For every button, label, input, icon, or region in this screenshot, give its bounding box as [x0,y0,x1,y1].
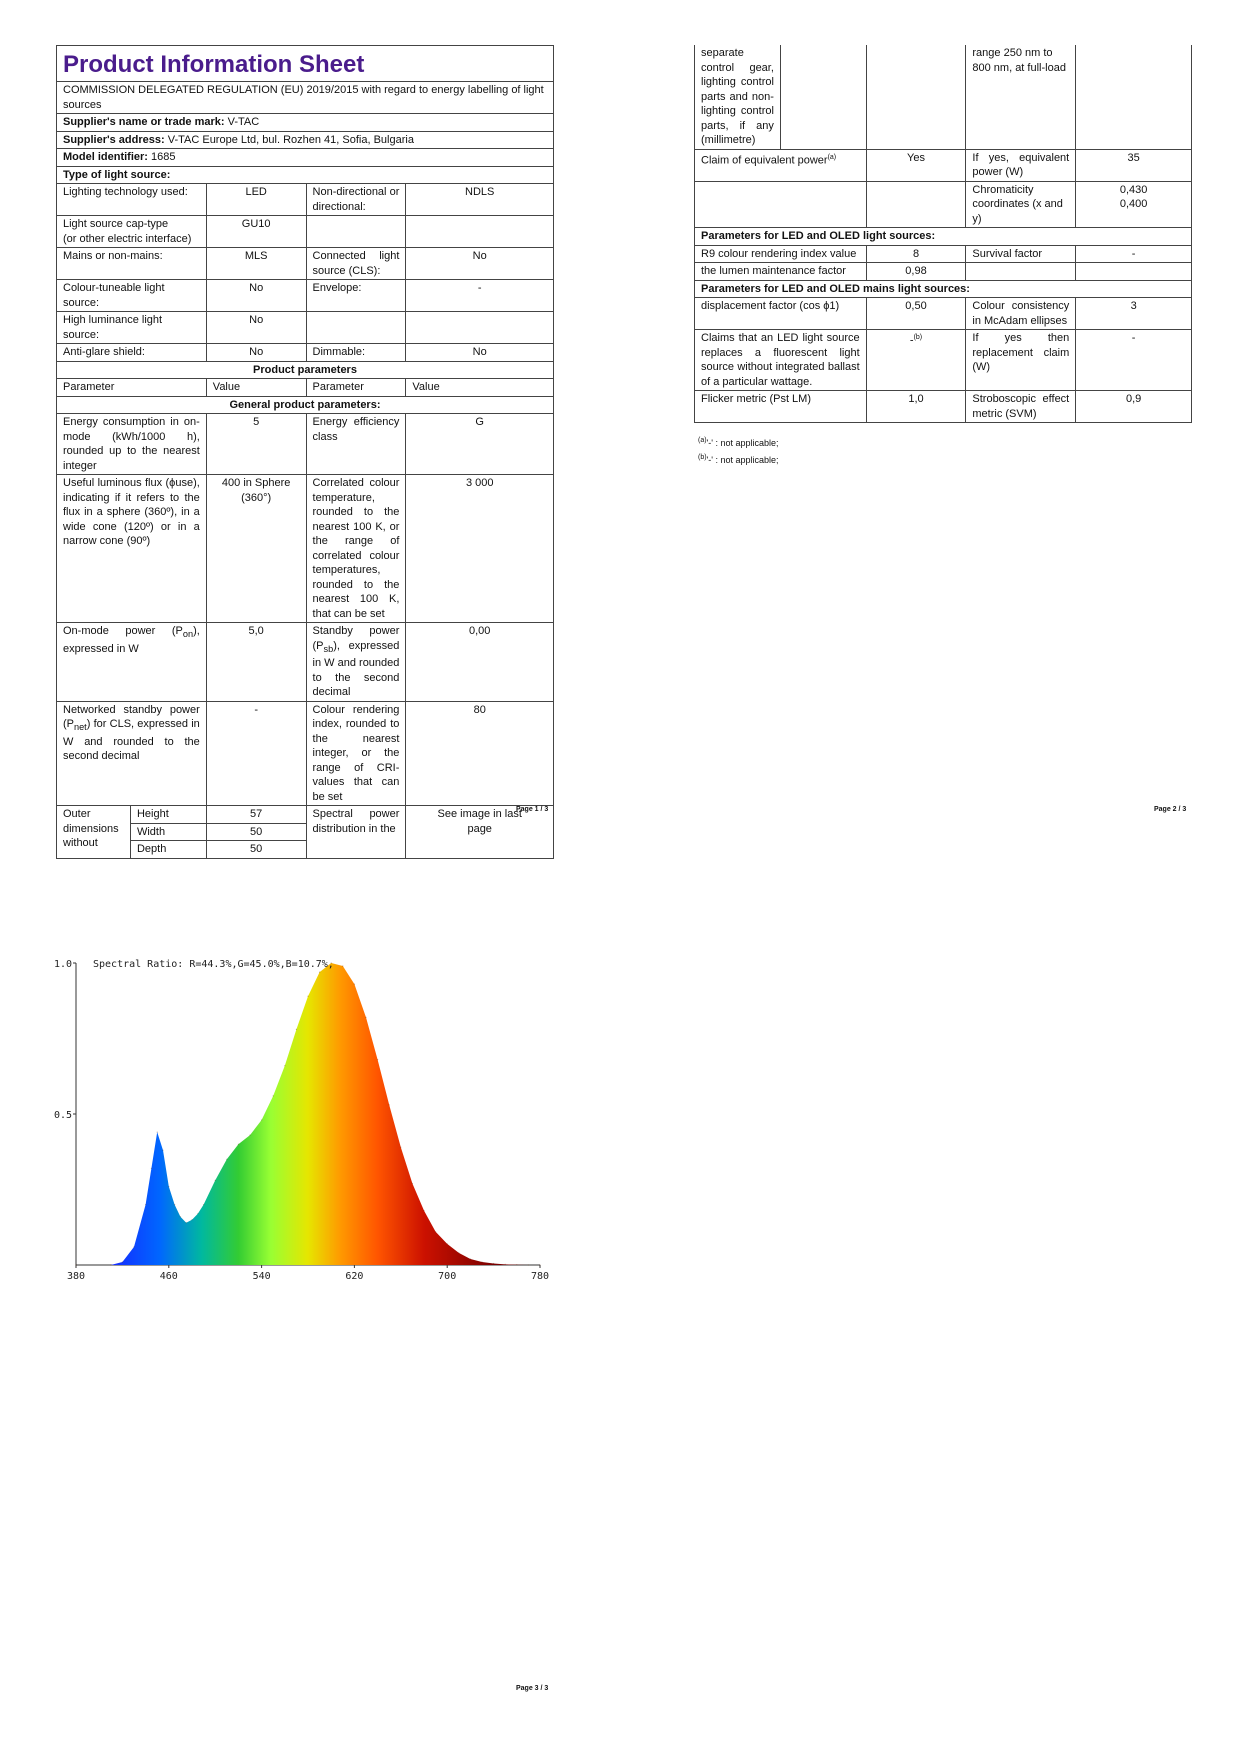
spectrum-point [528,1264,529,1265]
efficiency-value: G [406,414,554,475]
x-tick-label: 540 [252,1271,271,1282]
supplier-name-row: Supplier's name or trade mark: V-TAC [57,114,554,132]
flicker-label: Flicker metric (Pst LM) [695,391,867,423]
displacement-label: displacement factor (cos ϕ1) [695,298,867,330]
spectrum-point [180,1216,181,1217]
page-title: Product Information Sheet [57,46,554,82]
spectrum-point [186,1222,187,1223]
onmode-label: On-mode power $(P_{on})$, expressed in W [57,623,207,702]
spectrum-point [296,1029,297,1030]
supplier-address-row: Supplier's address: V-TAC Europe Ltd, bul. Rozhen 41, Sofia, Bulgaria [57,131,554,149]
mains-value: MLS [206,248,306,280]
col-parameter: Parameter [306,379,406,397]
lumen-maint-label: the lumen maintenance factor [695,263,867,281]
tuneable-value: No [206,280,306,312]
spectrum-point [319,972,320,973]
spectrum-point [122,1261,123,1262]
spectrum-point [377,1059,378,1060]
spectrum-point [354,984,355,985]
efficiency-label: Energy efficiency class [306,414,406,475]
equiv-power-value: 35 [1076,149,1192,181]
energy-value: 5 [206,414,306,475]
antiglare-label: Anti-glare shield: [57,344,207,362]
spectrum-point [226,1159,227,1160]
col-value: Value [206,379,306,397]
energy-label: Energy consumption in on-mode (kWh/1000 h), rounded up to the nearest integer [57,414,207,475]
high-lum-label: High luminance light source: [57,312,207,344]
chroma-label: Chromaticity coordinates (x and y) [966,181,1076,228]
spectrum-point [168,1186,169,1187]
depth-label: Depth [130,841,206,859]
spectrum-point [215,1180,216,1181]
fluor-value: -$^{(b)}$ [866,330,966,391]
spectral-chart [40,955,560,1295]
tuneable-label: Colour-tuneable light source: [57,280,207,312]
spectrum-point [493,1263,494,1264]
survival-value: - [1076,245,1192,263]
spectrum-point [174,1204,175,1205]
lighting-tech-label: Lighting technology used: [57,184,207,216]
range-text: range 250 nm to 800 nm, at full-load [966,45,1076,149]
spectrum-point [365,1017,366,1018]
spectrum-point [133,1246,134,1247]
spectrum-point [481,1261,482,1262]
spectrum-point [238,1144,239,1145]
fluor-label: Claims that an LED light source replaces a fluorescent light source without integrated ballast of a particular wattage. [695,330,867,391]
x-tick-label: 460 [159,1271,178,1282]
directional-value: NDLS [406,184,554,216]
cct-value: 3 000 [406,475,554,623]
cap-value: GU10 [206,216,306,248]
spectrum-point [447,1243,448,1244]
spectrum-point [400,1147,401,1148]
networked-value: - [206,701,306,806]
page-number-1: Page 1 / 3 [516,806,549,813]
depth-value: 50 [206,841,306,859]
page-number-3: Page 3 / 3 [516,1685,549,1692]
spd-label: Spectral power distribution in the [306,806,406,859]
general-parameters-heading: General product parameters: [57,396,554,414]
svm-value: 0,9 [1076,391,1192,423]
spectrum-point [162,1150,163,1151]
x-tick-label: 620 [345,1271,364,1282]
col-parameter: Parameter [57,379,207,397]
chart-title: Spectral Ratio: R=44.3%,G=45.0%,B=10.7%, [93,959,334,970]
spectrum-point [284,1065,285,1066]
replacement-label: If yes then replacement claim (W) [966,330,1076,391]
height-value: 57 [206,806,306,824]
width-value: 50 [206,823,306,841]
mains-label: Mains or non-mains: [57,248,207,280]
spd-value: See image in last page [406,806,554,859]
equiv-power-label: If yes, equivalent power (W) [966,149,1076,181]
antiglare-value: No [206,344,306,362]
r9-value: 8 [866,245,966,263]
spectrum-point [435,1231,436,1232]
cls-value: No [406,248,554,280]
spectrum-point [203,1204,204,1205]
flux-label: Useful luminous flux (ϕuse), indicating if it refers to the flux in a sphere (360º), in a wide cone (120º) or in a narrow cone (90º) [57,475,207,623]
directional-label: Non-directional or directional: [306,184,406,216]
spectrum-area [76,963,540,1265]
mains-params-heading: Parameters for LED and OLED mains light sources: [695,280,1192,298]
consistency-label: Colour consistency in McAdam ellipses [966,298,1076,330]
cri-value: 80 [406,701,554,806]
spectrum-point [307,996,308,997]
spectrum-point [342,965,343,966]
flicker-value: 1,0 [866,391,966,423]
regulation-text: COMMISSION DELEGATED REGULATION (EU) 2019/2015 with regard to energy labelling of light sources [57,82,554,114]
equiv-value: Yes [866,149,966,181]
spectrum-point [145,1204,146,1205]
spectrum-point [151,1168,152,1169]
model-row: Model identifier: 1685 [57,149,554,167]
envelope-label: Envelope: [306,280,406,312]
dimmable-value: No [406,344,554,362]
spectrum-point [197,1213,198,1214]
spectrum-point [157,1132,158,1133]
chroma-value: 0,430 0,400 [1076,181,1192,228]
flux-value: 400 in Sphere (360°) [206,475,306,623]
spectrum-point [191,1219,192,1220]
led-params-heading: Parameters for LED and OLED light sources: [695,228,1192,246]
spectrum-point [331,962,332,963]
separate-parts-label: separate control gear, lighting control parts and non-lighting control parts, if any (millimetre) [695,45,781,149]
dimmable-label: Dimmable: [306,344,406,362]
spectrum-point [539,1264,540,1265]
cct-label: Correlated colour temperature, rounded to the nearest 100 K, or the range of correlated colour temperatures, rounded to the nearest 100 K, that can be set [306,475,406,623]
spectrum-point [516,1264,517,1265]
footnote-b: $^{(b)}$'-' : not applicable; [698,454,779,465]
type-heading: Type of light source: [57,166,554,184]
x-tick-label: 380 [66,1271,86,1282]
product-parameters-heading: Product parameters [57,361,554,379]
spectrum-point [273,1095,274,1096]
spectrum-point [249,1135,250,1136]
svm-label: Stroboscopic effect metric (SVM) [966,391,1076,423]
onmode-value: 5,0 [206,623,306,702]
survival-label: Survival factor [966,245,1076,263]
page-number-2: Page 2 / 3 [1154,806,1187,813]
r9-label: R9 colour rendering index value [695,245,867,263]
spectrum-point [261,1119,262,1120]
standby-label: Standby power $(P_{sb})$, expressed in W and rounded to the second decimal [306,623,406,702]
lighting-tech-value: LED [206,184,306,216]
spectrum-point [412,1183,413,1184]
y-tick-label: 1.0 [53,959,72,970]
width-label: Width [130,823,206,841]
product-info-table [56,45,554,859]
cap-label: Light source cap-type (or other electric interface) [57,216,207,248]
high-lum-value: No [206,312,306,344]
spectrum-point [423,1210,424,1211]
spectrum-point [75,1264,76,1265]
spectrum-point [389,1104,390,1105]
standby-value: 0,00 [406,623,554,702]
consistency-value: 3 [1076,298,1192,330]
spectrum-point [110,1264,111,1265]
envelope-value: - [406,280,554,312]
networked-label: Networked standby power $(P_{net})$ for CLS, expressed in W and rounded to the second decimal [57,701,207,806]
cri-label: Colour rendering index, rounded to the nearest integer, or the range of CRI-values that can be set [306,701,406,806]
lumen-maint-value: 0,98 [866,263,966,281]
spectrum-point [470,1258,471,1259]
footnote-a: $^{(a)}$'-' : not applicable; [698,437,779,448]
spectrum-point [505,1264,506,1265]
x-tick-label: 700 [438,1271,457,1282]
product-info-table-continued [694,45,1192,423]
displacement-value: 0,50 [866,298,966,330]
height-label: Height [130,806,206,824]
x-tick-label: 780 [530,1271,550,1282]
cls-label: Connected light source (CLS): [306,248,406,280]
equiv-label: Claim of equivalent power$^{(a)}$ [695,149,867,181]
spectrum-point [458,1252,459,1253]
col-value: Value [406,379,554,397]
replacement-value: - [1076,330,1192,391]
y-tick-label: 0.5 [53,1110,72,1121]
outer-dimensions-label: Outer dimensions without [57,806,131,859]
